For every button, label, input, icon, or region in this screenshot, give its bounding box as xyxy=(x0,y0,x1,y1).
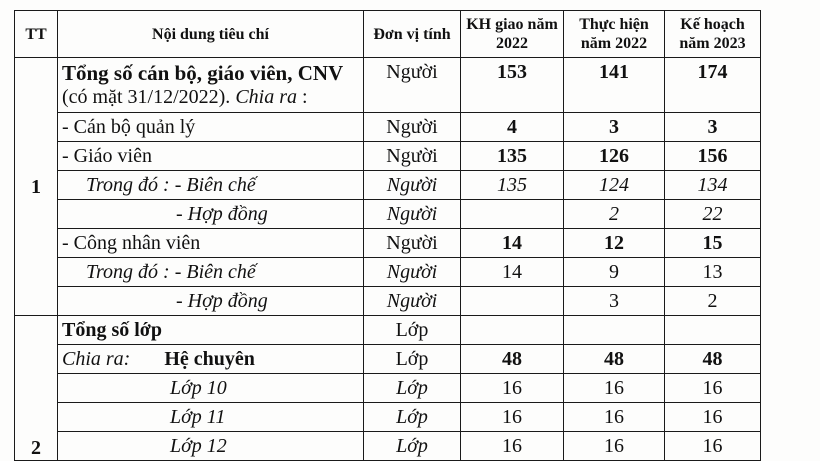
kh-2022-cell xyxy=(461,200,564,229)
specialized-label: Hệ chuyên xyxy=(164,348,255,370)
th-2022-cell: 9 xyxy=(564,258,665,287)
kh-2022-cell: 135 xyxy=(461,171,564,200)
unit-cell: Lớp xyxy=(364,432,461,461)
row-label: - Hợp đồng xyxy=(58,200,364,229)
header-content: Nội dung tiêu chí xyxy=(58,11,364,58)
table-row-total-staff xyxy=(15,58,761,113)
row-label: - Hợp đồng xyxy=(58,287,364,316)
kh-2022-cell: 16 xyxy=(461,403,564,432)
total-staff-label xyxy=(58,58,364,113)
th-2022-cell: 16 xyxy=(564,432,665,461)
row-label: Tổng số lớp xyxy=(58,316,364,345)
kh-2023-cell: 13 xyxy=(665,258,761,287)
table-row-grade-12 xyxy=(15,432,761,461)
section-number-2: 2 xyxy=(15,316,58,461)
total-staff-title: Tổng số cán bộ, giáo viên, CNV xyxy=(62,61,344,85)
total-staff-breakdown-label: Chia ra xyxy=(235,86,297,108)
row-label xyxy=(58,345,364,374)
kh-2023-cell: 16 xyxy=(665,403,761,432)
unit-cell: Người xyxy=(364,200,461,229)
th-2022-cell: 12 xyxy=(564,229,665,258)
unit-cell: Người xyxy=(364,142,461,171)
th-2022-cell: 48 xyxy=(564,345,665,374)
table-row-workers-contract xyxy=(15,287,761,316)
kh-2022-cell: 14 xyxy=(461,229,564,258)
table-row-teachers-contract xyxy=(15,200,761,229)
th-2022-cell xyxy=(564,316,665,345)
kh-2022-cell: 14 xyxy=(461,258,564,287)
table-row-teachers xyxy=(15,142,761,171)
th-2022-cell: 126 xyxy=(564,142,665,171)
row-label: - Giáo viên xyxy=(58,142,364,171)
total-staff-colon: : xyxy=(297,86,308,108)
unit-cell: Người xyxy=(364,229,461,258)
kh-2023-cell: 15 xyxy=(665,229,761,258)
row-label: Lớp 12 xyxy=(58,432,364,461)
kh-2022-cell xyxy=(461,316,564,345)
header-tt: TT xyxy=(15,11,58,58)
unit-cell: Lớp xyxy=(364,345,461,374)
row-label: - Cán bộ quản lý xyxy=(58,113,364,142)
header-unit: Đơn vị tính xyxy=(364,11,461,58)
breakdown-prefix: Chia ra: xyxy=(62,348,131,370)
kh-2023-cell: 134 xyxy=(665,171,761,200)
th-2022-cell: 3 xyxy=(564,113,665,142)
row-label: - Công nhân viên xyxy=(58,229,364,258)
table-row-total-classes xyxy=(15,316,761,345)
th-2022-cell: 3 xyxy=(564,287,665,316)
unit-cell: Người xyxy=(364,171,461,200)
unit-cell: Người xyxy=(364,258,461,287)
table-row-specialized xyxy=(15,345,761,374)
th-2022-cell: 141 xyxy=(564,58,665,113)
unit-cell: Lớp xyxy=(364,403,461,432)
header-th-2022: Thực hiện năm 2022 xyxy=(564,11,665,58)
kh-2023-cell: 16 xyxy=(665,432,761,461)
th-2022-cell: 2 xyxy=(564,200,665,229)
kh-2023-cell: 22 xyxy=(665,200,761,229)
kh-2022-cell: 16 xyxy=(461,432,564,461)
unit-cell: Người xyxy=(364,113,461,142)
row-label: Trong đó : - Biên chế xyxy=(58,171,364,200)
table-row-workers xyxy=(15,229,761,258)
total-staff-date: (có mặt 31/12/2022). xyxy=(62,86,236,108)
row-label: Lớp 11 xyxy=(58,403,364,432)
table-row-grade-10 xyxy=(15,374,761,403)
unit-cell: Lớp xyxy=(364,316,461,345)
kh-2023-cell: 2 xyxy=(665,287,761,316)
th-2022-cell: 124 xyxy=(564,171,665,200)
total-staff-subtitle xyxy=(62,85,359,109)
kh-2022-cell: 153 xyxy=(461,58,564,113)
th-2022-cell: 16 xyxy=(564,374,665,403)
th-2022-cell: 16 xyxy=(564,403,665,432)
kh-2023-cell: 48 xyxy=(665,345,761,374)
kh-2023-cell xyxy=(665,316,761,345)
kh-2022-cell: 16 xyxy=(461,374,564,403)
header-kh-2023: Kế hoạch năm 2023 xyxy=(665,11,761,58)
kh-2023-cell: 156 xyxy=(665,142,761,171)
kh-2022-cell: 4 xyxy=(461,113,564,142)
kh-2023-cell: 3 xyxy=(665,113,761,142)
unit-cell: Lớp xyxy=(364,374,461,403)
kh-2022-cell xyxy=(461,287,564,316)
unit-cell: Người xyxy=(364,287,461,316)
row-label: Trong đó : - Biên chế xyxy=(58,258,364,287)
section-number-1: 1 xyxy=(15,58,58,316)
unit-cell: Người xyxy=(364,58,461,113)
header-kh-2022: KH giao năm 2022 xyxy=(461,11,564,58)
kh-2023-cell: 16 xyxy=(665,374,761,403)
table-row-managers xyxy=(15,113,761,142)
kh-2023-cell: 174 xyxy=(665,58,761,113)
kh-2022-cell: 48 xyxy=(461,345,564,374)
table-header-row xyxy=(15,11,761,58)
table-row-teachers-permanent xyxy=(15,171,761,200)
row-label: Lớp 10 xyxy=(58,374,364,403)
table-row-workers-permanent xyxy=(15,258,761,287)
staff-and-class-statistics-table xyxy=(14,10,761,461)
table-row-grade-11 xyxy=(15,403,761,432)
kh-2022-cell: 135 xyxy=(461,142,564,171)
